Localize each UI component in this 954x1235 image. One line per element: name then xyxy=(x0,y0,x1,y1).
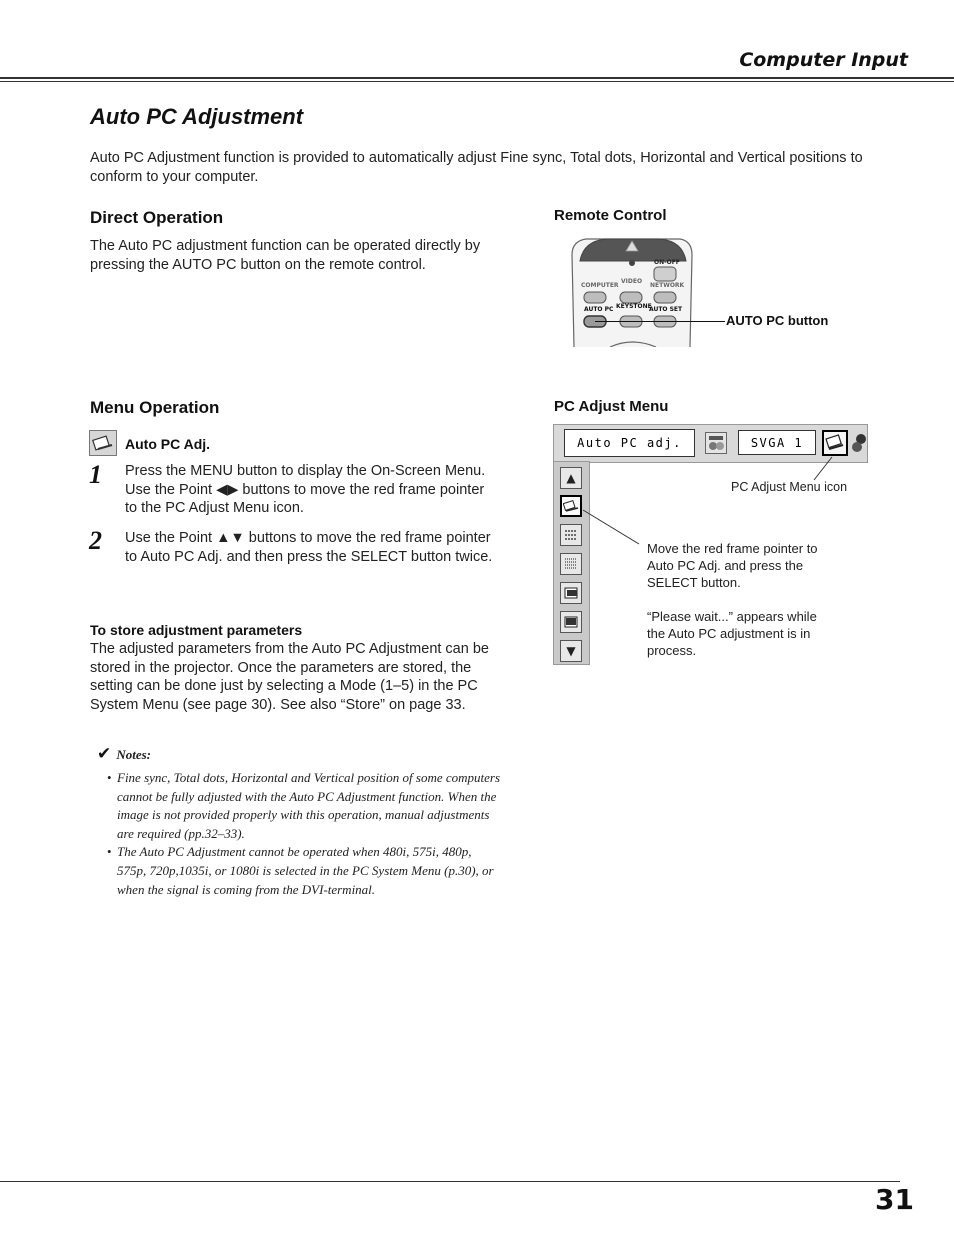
pc-adjust-menu-icon-drawing xyxy=(824,432,846,454)
menu-callout-2: “Please wait...” appears while the Auto PC adjustment is in process. xyxy=(647,609,817,658)
step-2-number: 2 xyxy=(89,526,102,555)
auto-pc-button-callout: AUTO PC button xyxy=(726,313,829,328)
auto-pc-adj-icon xyxy=(560,495,582,517)
pc-adjust-icon-drawing xyxy=(92,434,114,452)
remote-control-heading: Remote Control xyxy=(554,207,667,224)
total-dots-icon-drawing xyxy=(564,557,578,571)
step-1-number: 1 xyxy=(89,460,102,489)
fine-sync-icon-drawing xyxy=(564,528,578,542)
total-dots-icon xyxy=(560,553,582,575)
store-heading: To store adjustment parameters xyxy=(90,622,303,638)
auto-pc-adj-label: Auto PC Adj. xyxy=(125,436,211,452)
vertical-position-icon xyxy=(560,611,582,633)
check-icon: ✔ xyxy=(97,744,112,764)
vertical-position-icon-drawing xyxy=(564,615,578,629)
auto-pc-adj-menu-box: Auto PC adj. xyxy=(564,429,695,457)
settings-icon xyxy=(852,433,866,453)
menu-callout-lines xyxy=(580,455,650,555)
settings-icon-drawing xyxy=(852,433,866,453)
step-1-text: Press the MENU button to display the On-Screen Menu. Use the Point ◀▶ buttons to move the red frame pointer to the PC Adjust Menu icon. xyxy=(125,463,486,516)
pc-adjust-menu-heading: PC Adjust Menu xyxy=(554,398,669,415)
arrow-up-icon: ▲ xyxy=(560,467,582,489)
page-title: Auto PC Adjustment xyxy=(90,104,304,129)
on-off-label: ON-OFF xyxy=(654,259,680,266)
arrow-down-icon: ▼ xyxy=(560,640,582,662)
keystone-label: KEYSTONE xyxy=(616,303,652,310)
menu-operation-heading: Menu Operation xyxy=(90,398,220,417)
header-rule-thin xyxy=(0,81,954,82)
note-item: • The Auto PC Adjustment cannot be operated when 480i, 575i, 480p, 575p, 720p,1035i, or 1080i is selected in the PC System Menu (p.30), or when the signal is coming from the DVI-terminal. xyxy=(107,843,502,899)
auto-set-label: AUTO SET xyxy=(649,306,683,313)
pc-adjust-menu-icon xyxy=(822,430,848,456)
auto-pc-adj-icon-drawing xyxy=(563,499,579,513)
image-adjust-icon xyxy=(705,432,727,454)
footer-rule xyxy=(0,1181,900,1182)
notes-list xyxy=(107,769,502,899)
note-item: • Fine sync, Total dots, Horizontal and Vertical position of some computers cannot be fully adjusted with the Auto PC Adjustment function. When the image is not provided properly with this operation, manual adjustments are required (pp.32–33). xyxy=(107,769,502,843)
computer-label: COMPUTER xyxy=(581,282,619,289)
intro-paragraph: Auto PC Adjustment function is provided to automatically adjust Fine sync, Total dots, Horizontal and Vertical positions to conform to your computer. xyxy=(90,150,863,185)
svga-1-menu-box: SVGA 1 xyxy=(738,430,816,455)
pc-adjust-icon xyxy=(89,430,117,456)
video-label: VIDEO xyxy=(621,278,643,285)
image-adjust-icon-drawing xyxy=(706,433,726,453)
store-text: The adjusted parameters from the Auto PC Adjustment can be stored in the projector. Once the parameters are stored, the setting can be done just by selecting a Mode (1–5) in the PC System Menu (see page 30). See also “Store” on page 33. xyxy=(90,641,489,713)
page-number: 31 xyxy=(875,1183,914,1216)
fine-sync-icon xyxy=(560,524,582,546)
direct-operation-heading: Direct Operation xyxy=(90,208,224,227)
auto-pc-label: AUTO PC xyxy=(584,306,614,313)
remote-control-drawing xyxy=(570,235,695,347)
horizontal-position-icon-drawing xyxy=(564,586,578,600)
remote-control-illustration xyxy=(570,235,695,347)
horizontal-position-icon xyxy=(560,582,582,604)
network-label: NETWORK xyxy=(650,282,685,289)
notes-heading: Notes: xyxy=(116,747,152,762)
pc-adjust-menu-icon-callout: PC Adjust Menu icon xyxy=(731,480,848,494)
section-title: Computer Input xyxy=(739,49,908,71)
menu-callout-1: Move the red frame pointer to Auto PC Adj. and press the SELECT button. xyxy=(647,541,818,590)
notes-header xyxy=(97,744,151,765)
auto-pc-callout-line xyxy=(595,321,725,322)
header-rule xyxy=(0,77,954,79)
step-2-text: Use the Point ▲▼ buttons to move the red frame pointer to Auto PC Adj. and then press the SELECT button twice. xyxy=(125,530,493,565)
direct-operation-text: The Auto PC adjustment function can be operated directly by pressing the AUTO PC button on the remote control. xyxy=(90,238,481,273)
